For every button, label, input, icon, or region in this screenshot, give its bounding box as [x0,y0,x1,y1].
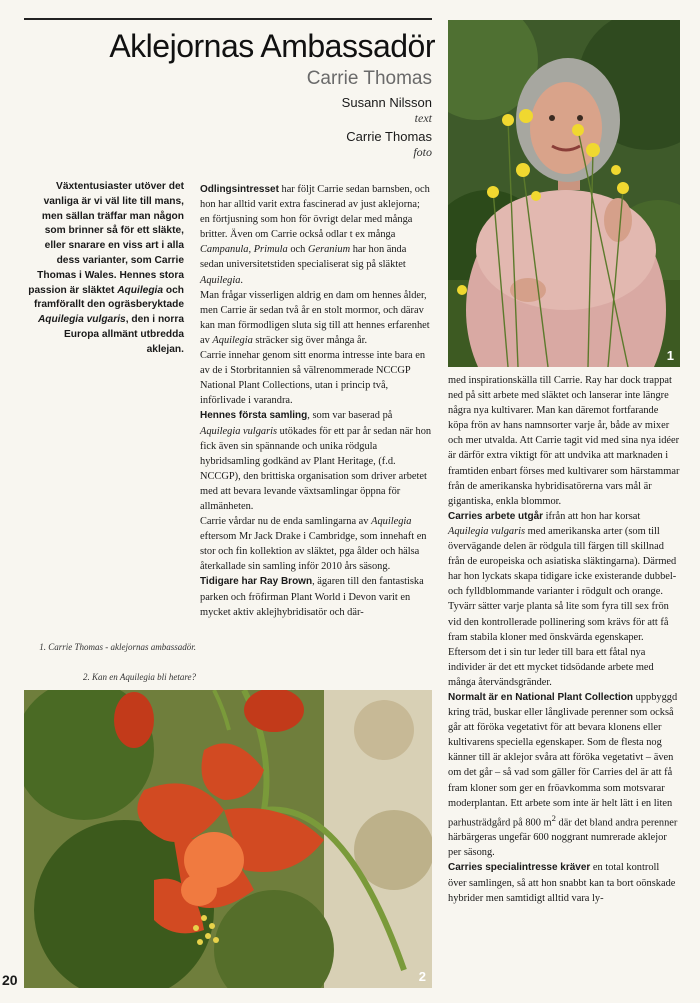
article-subtitle: Carrie Thomas [306,68,432,89]
paragraph [200,288,432,348]
text-span: , som var baserad på [307,410,393,422]
paragraph: Tyvärr sätter varje planta så lite som fyra till sex frön vid den kontrollerade pollinering som krävs för att få fram stabila kloner med önskvärda egenskaper. Eftersom det i sin tur leder till bara ett fåtal nya individer är det ett mycket tidsödande arbete med många återvändsgränder. [448,601,669,688]
credit-role: text [414,111,432,125]
text-span: ifrån att hon har korsat [543,510,641,522]
text-span: en total kontroll över samlingen, så att hon snabbt kan ta bort oönskade hybrider men samtidigt alltid vara ly- [448,862,676,904]
paragraph [448,860,680,905]
caption-2: 2. Kan en Aquilegia bli hetare? [83,672,196,682]
header-rule [24,18,432,20]
italic-text: Aquilegia vulgaris [448,525,526,537]
paragraph-lead: Normalt är en National Plant Collection [448,691,634,703]
text-span: med amerikanska arter (som till övervägande delen är rödgula till färgen till skillnad från de europeiska och asiatiska släktingarna). Därmed har hon lyckats skapa tidigare icke existerande dubbel- och fylldblommande varianter i rödgult och orange. [448,525,677,598]
text-span: 2 [551,812,556,823]
text-span: , ägaren till den fantastiska parken och fröfirman Plant World i Devon varit en mycket aktiv aklejhybridisatör och där- [200,576,424,618]
credit-name: Susann Nilsson [341,95,432,110]
paragraph [200,574,432,619]
italic-text: Aquilegia [200,274,241,286]
photo-red-aquilegia-image [24,690,432,988]
text-span: Man frågar visserligen aldrig en dam om hennes ålder, men Carrie är sedan två år en stolt mormor, och därav kan man förmodligen sluta sig till att hennes erfarenhet av [200,289,430,346]
article-column-2 [448,373,680,906]
paragraph: Carrie innehar genom sitt enorma intresse inte bara en av de i Storbritannien så välrenommerade NCCGP National Plant Collections, utan i princip två, införlivade i varandra. [200,350,426,407]
text-span: där det bland andra perenner härbärgeras ungefär 600 noggrant numrerade aklejor per säsong. [448,817,678,859]
italic-text: Geranium [307,244,351,256]
credit-name: Carrie Thomas [346,129,432,144]
text-span: . [240,274,244,286]
paragraph [448,509,680,600]
paragraph-lead: Odlingsintresset [200,184,279,195]
italic-text: Aquilegia [371,516,412,528]
credit-role: foto [413,145,432,159]
text-span: uppbyggd kring träd, buskar eller långlivade perenner som också går att föröka vegetativt för att bevara klonens eller kultivarens speciella egenskaper. Som de flesta nog känner till är aklejor svåra att föröka vegetativt – även om det går – så vad som gäller för Carries del är att få fram kloner som ger en fröavkomma som motsvarar moderplantan. Ett arbete som inte är helt lätt i en liten parhusträdgård på 800 m [448,691,678,829]
photo-1-number: 1 [666,348,674,363]
text-span: Carrie vårdar nu de enda samlingarna av [200,516,372,528]
credit-photo [250,129,432,160]
italic-text: Campanula, Primula [200,244,288,256]
paragraph-lead: Carries specialintresse kräver [448,862,591,874]
intro-paragraph: Växtentusiaster utöver det vanliga är vi väl lite till mans, men sällan träffar man någon som brinner så för ett släkte, eller snarare en viss art i alla dess varianter, som Carrie Thomas i Wales. Hennes stora passion är släktet Aquilegia och framförallt den ogräsberyktade Aquilegia vulgaris, den i norra Europa allmänt utbredda aklejan. [28,181,184,355]
text-span: och [287,244,308,256]
italic-text: Aquilegia vulgaris [200,425,278,437]
photo-2-number: 2 [418,969,426,984]
text-span: utökades för ett par år sedan när hon fick även sin spännande och unika rödgula hybridsamling godkänd av Plant Heritage, (f.d. NCCGP), den brittiska organisation som driver arbetet med att bevara levande växtsamlingar öppna för allmänheten. [200,425,432,512]
caption-1: 1. Carrie Thomas - aklejornas ambassadör. [39,642,196,652]
paragraph [200,514,432,574]
paragraph-lead: Carries arbete utgår [448,510,544,522]
page-number: 20 [2,972,18,988]
text-span: eftersom Mr Jack Drake i Cambridge, som innehaft en stor och fin kollektion av släktet, pga ålder och hälsa återkallade sin samling inför 2010 års säsong. [200,531,427,573]
paragraph-lead: Tidigare har Ray Brown [200,576,313,588]
credit-text [250,95,432,126]
text-span: sträcker sig över många år. [252,334,368,346]
photo-carrie-thomas [448,20,680,367]
text-span: har hon ända sedan universitetstiden specialiserat sig på släktet [200,244,407,271]
paragraph [448,690,680,861]
article-column-1 [200,182,432,620]
italic-text: Aquilegia [212,334,253,346]
paragraph [200,182,432,288]
photo-carrie-thomas-image [448,20,680,367]
paragraph-lead: Hennes första samling [200,410,308,422]
text-span: har följt Carrie sedan barnsben, och hon har alltid varit extra fascinerad av just aklejorna; en förtjusning som hon för övrigt delar med många britter. Även om Carrie också odlar t ex många [200,184,430,241]
paragraph: med inspirationskälla till Carrie. Ray har dock trappat ned på sitt arbete med släktet och lanserar inte längre några nya kultivarer. Man kan däremot fortfarande köpa frön av hans namnsorter varje år, både av mixer och mer utvalda. Att Carrie tagit vid med sina nya idéer är därför extra viktigt för att undvika att marknaden i framtiden enbart förses med kultivarer som härstammar från de amerikanska hybridisatörerna vars mål är gigantiska, enkla blommor. [448,375,680,507]
paragraph [200,408,432,514]
photo-red-aquilegia [24,690,432,988]
article-title: Aklejornas Ambassadör [109,28,435,64]
